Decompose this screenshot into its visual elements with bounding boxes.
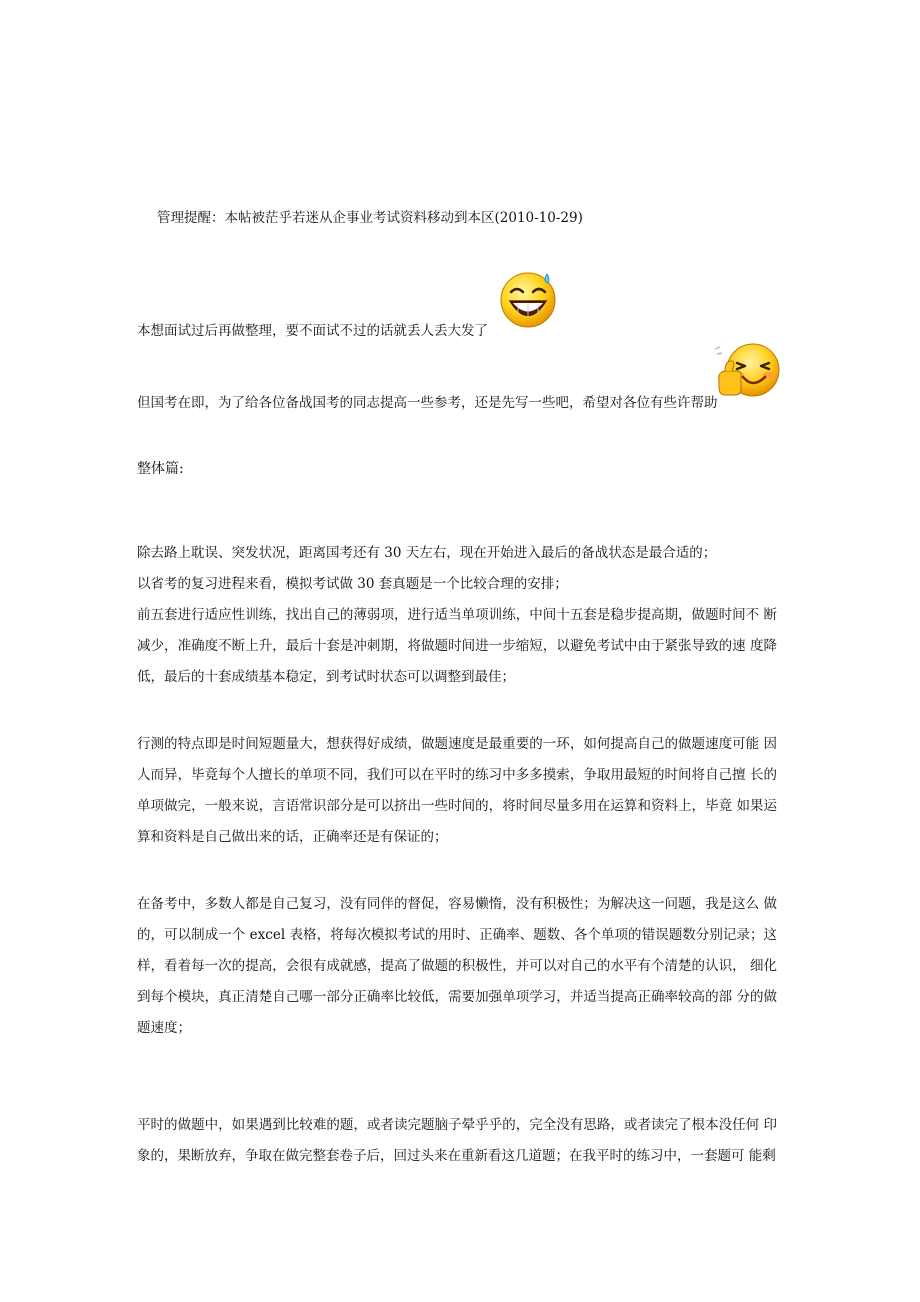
grinning-thumbs-up-emoji-icon: [715, 341, 785, 407]
paragraph-3: [137, 889, 777, 1044]
paragraph-1-line-2: 以省考的复习进程来看，模拟考试做 30 套真题是一个比较合理的安排；: [137, 576, 568, 592]
laughing-sweat-emoji-icon: [498, 268, 560, 334]
paragraph-1: [137, 538, 777, 693]
section-heading: 整体篇:: [137, 461, 184, 477]
admin-notice: 管理提醒：本帖被茫乎若迷从企事业考试资料移动到本区(2010-10-29): [157, 210, 583, 226]
paragraph-3-text: 在备考中，多数人都是自己复习，没有同伴的督促，容易懒惰，没有积极性；为解决这一问题，我是这么 做的，可以制成一个 excel 表格，将每次模拟考试的用时、正确率、题数、各个单项的错误题数分别记录；这样，看着每一次的提高，会很有成就感，提高了做题的积极性，并可以对自己的水平有个清楚的认识， 细化到每个模块，真正清楚自己哪一部分正确率比较低，需要加强单项学习，并适当提高正确率较高的部 分的做题速度；: [137, 896, 777, 1036]
paragraph-2-text: 行测的特点即是时间短题量大，想获得好成绩，做题速度是最重要的一环，如何提高自己的做题速度可能 因人而异，毕竟每个人擅长的单项不同，我们可以在平时的练习中多多摸索，争取用最短的时间将自己擅 长的单项做完，一般来说，言语常识部分是可以挤出一些时间的，将时间尽量多用在运算和资料上，毕竟 如果运算和资料是自己做出来的话，正确率还是有保证的；: [137, 736, 777, 845]
intro-line-1: 本想面试过后再做整理，要不面试不过的话就丢人丢大发了: [137, 323, 488, 339]
paragraph-4-text: 平时的做题中，如果遇到比较难的题，或者读完题脑子晕乎乎的，完全没有思路，或者读完了根本没任何 印象的，果断放弃，争取在做完整套卷子后，回过头来在重新看这几道题；在我平时的练习中，一套题可 能剩: [137, 1117, 777, 1164]
intro-line-2: 但国考在即，为了给各位备战国考的同志提高一些参考，还是先写一些吧，希望对各位有些许帮助: [137, 395, 718, 411]
paragraph-1-line-1: 除去路上耽误、突发状况，距离国考还有 30 天左右，现在开始进入最后的备战状态是最合适的；: [137, 545, 717, 561]
paragraph-1-line-3: 前五套进行适应性训练，找出自己的薄弱项，进行适当单项训练，中间十五套是稳步提高期，做题时间不 断减少，准确度不断上升，最后十套是冲刺期，将做题时间进一步缩短，以避免考试中由于紧张导致的速 度降低，最后的十套成绩基本稳定，到考试时状态可以调整到最佳；: [137, 607, 777, 685]
paragraph-4: [137, 1110, 777, 1172]
paragraph-2: [137, 729, 777, 853]
